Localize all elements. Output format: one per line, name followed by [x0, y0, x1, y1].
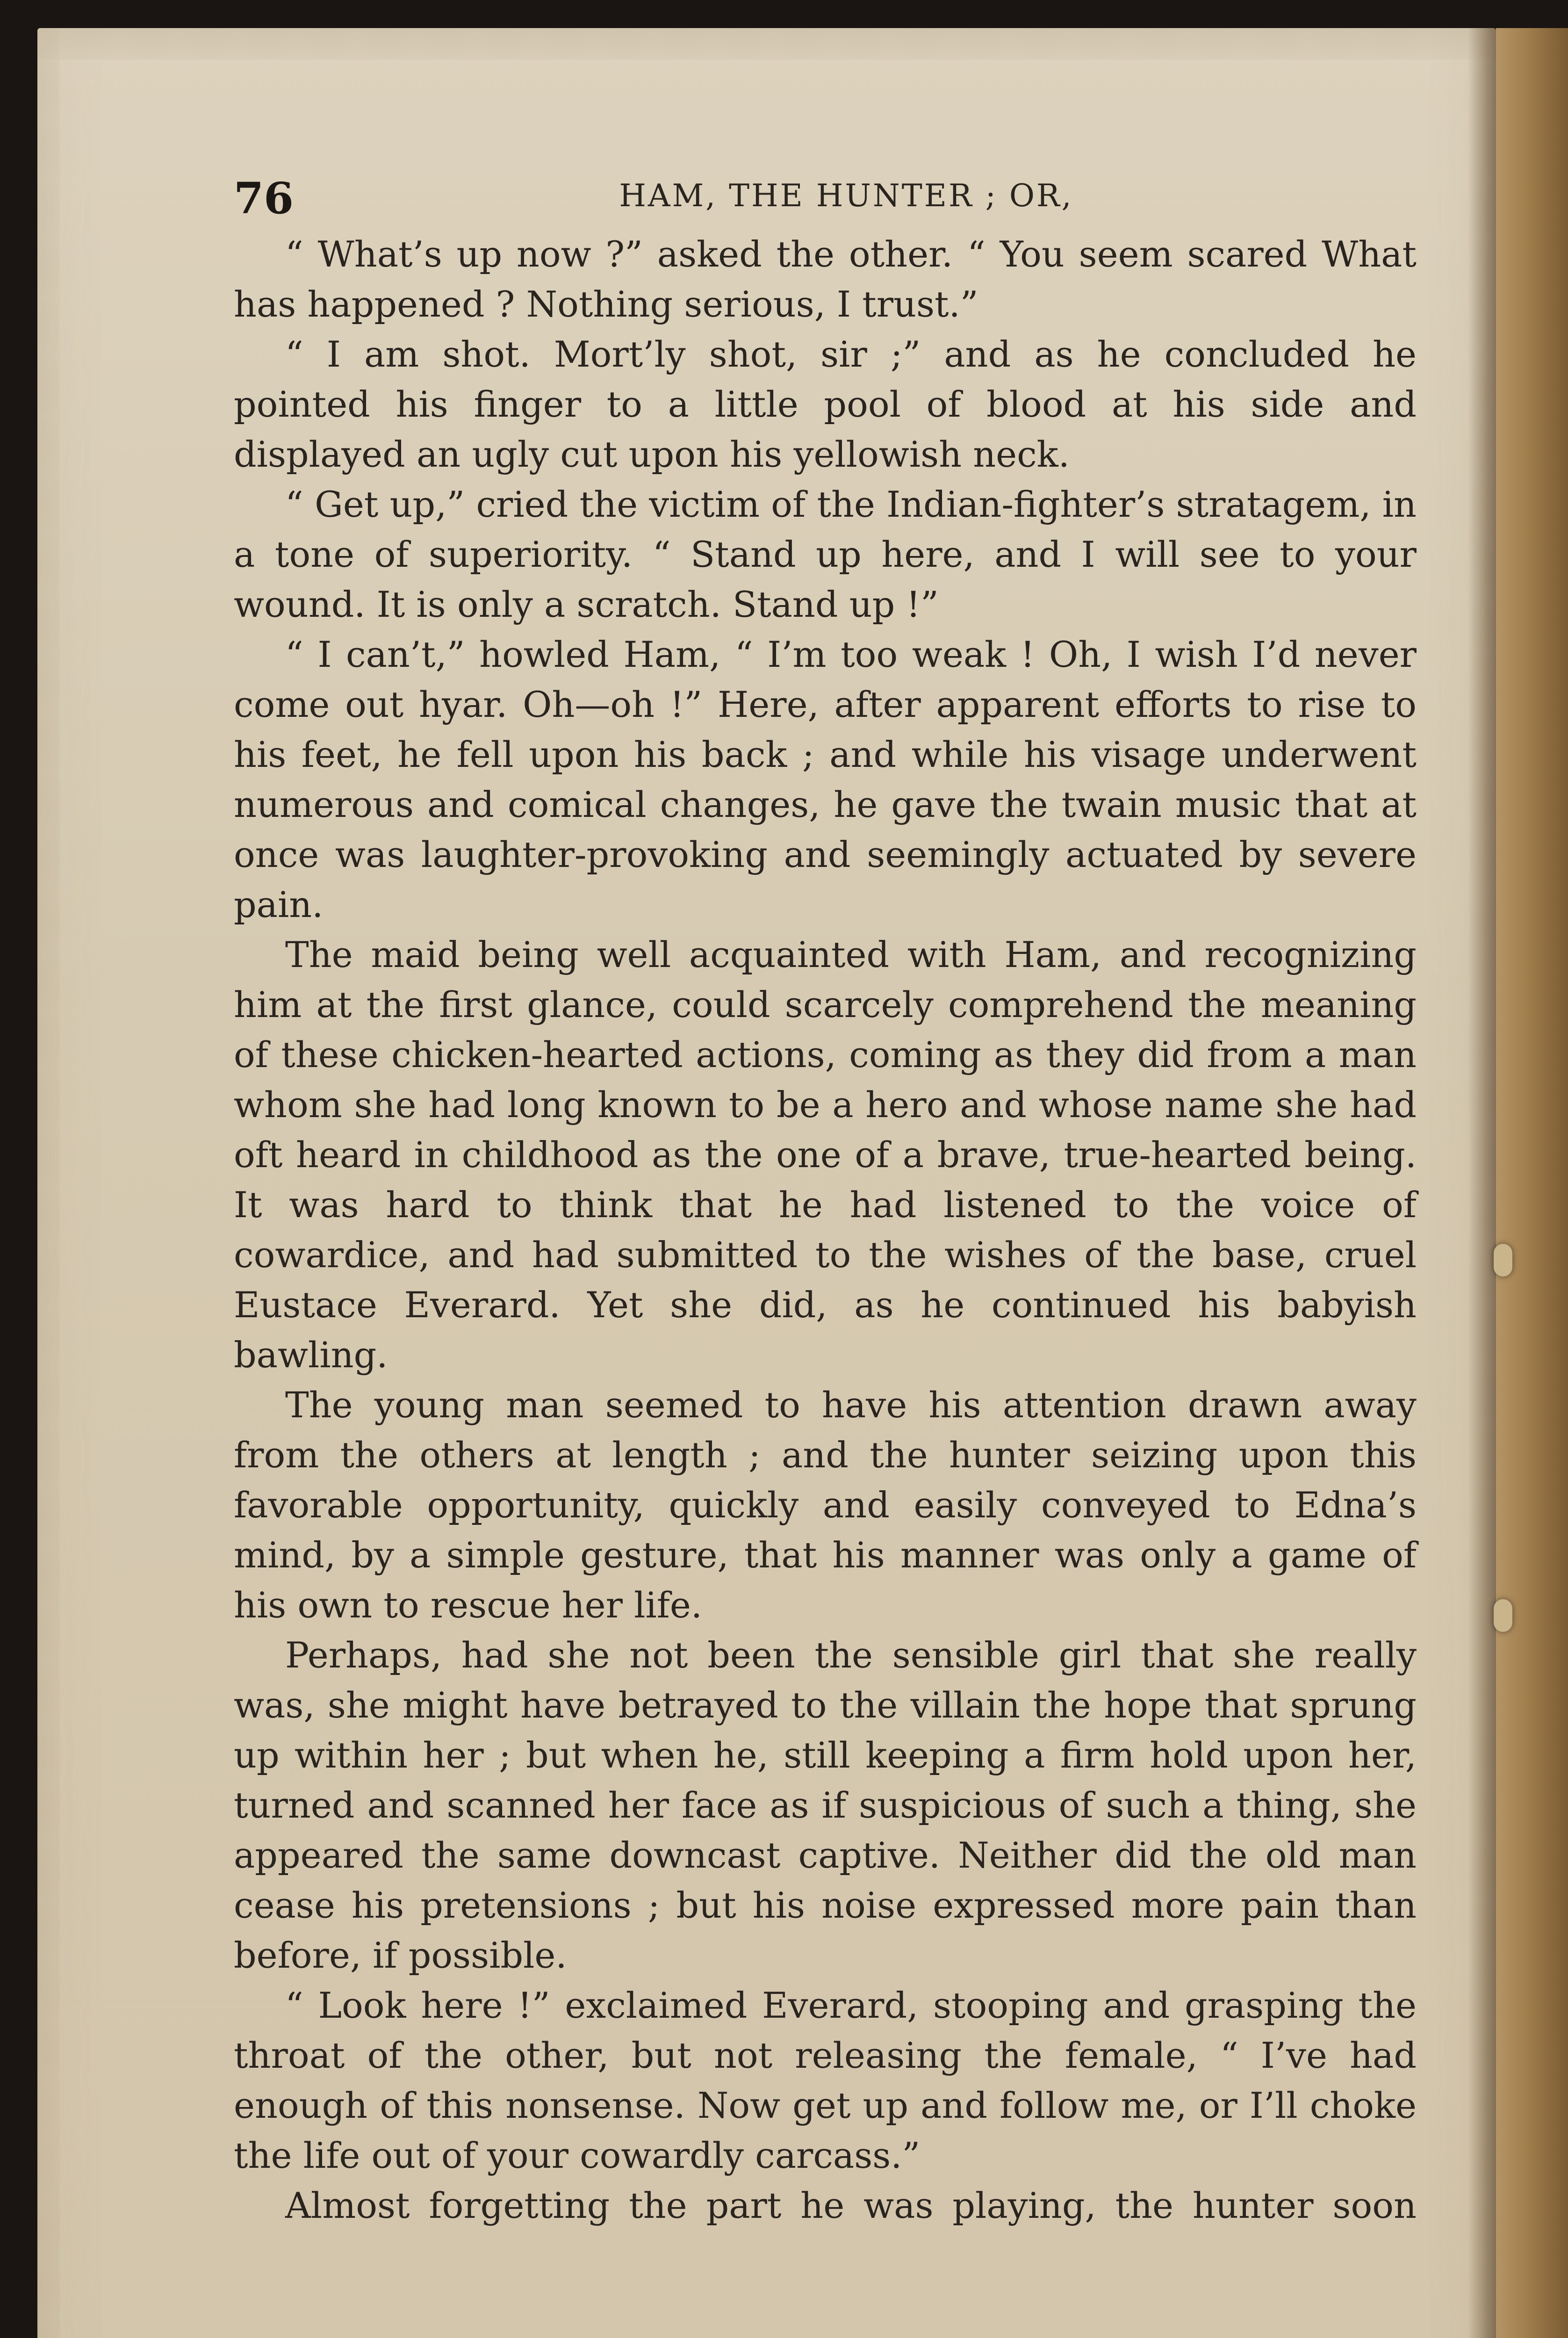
- paragraph: “ I can’t,” howled Ham, “ I’m too weak ! Oh, I wish I’d never come out hyar. Oh—oh !” Here, after apparent efforts to rise to his feet, he fell upon his back ; and while his visage underwent numerous and comical changes, he gave the twain music that at once was laughter-provoking and seemingly actuated by severe pain.: [234, 634, 1417, 925]
- paragraph: Almost forgetting the part he was playing, the hunter soon: [285, 2185, 1417, 2226]
- binding-staple-icon: [1494, 1599, 1512, 1632]
- binding-staple-icon: [1494, 1244, 1512, 1277]
- paragraph: Perhaps, had she not been the sensible girl that she really was, she might have betrayed to the villain the hope that sprung up within her ; but when he, still keeping a firm hold upon her, turned and scanned her face as if suspicious of such a thing, she appeared the same downcast captive. Neither did the old man cease his pretensions ; but his noise expressed more pain than before, if possible.: [234, 1634, 1417, 1976]
- paragraph: “ Get up,” cried the victim of the Indian-fighter’s stratagem, in a tone of superiority. “ Stand up here, and I will see to your wound. It is only a scratch. Stand up !”: [234, 483, 1417, 625]
- page-number: 76: [234, 173, 294, 224]
- paragraph: “ What’s up now ?” asked the other. “ You seem scared What has happened ? Nothing serious, I trust.”: [234, 233, 1417, 325]
- running-title: HAM, THE HUNTER ; OR,: [619, 178, 1073, 214]
- paragraph: “ Look here !” exclaimed Everard, stooping and grasping the throat of the other, but not releasing the female, “ I’ve had enough of this nonsense. Now get up and follow me, or I’ll choke the life out of your cowardly carcass.”: [234, 1984, 1417, 2176]
- page-header: [234, 164, 1459, 229]
- paragraph: “ I am shot. Mort’ly shot, sir ;” and as he concluded he pointed his finger to a little pool of blood at his side and displayed an ugly cut upon his yellowish neck.: [234, 333, 1417, 475]
- paragraph: The maid being well acquainted with Ham, and recognizing him at the first glance, could scarcely comprehend the meaning of these chicken-hearted actions, coming as they did from a man whom she had long known to be a hero and whose name she had oft heard in childhood as the one of a brave, true-hearted being. It was hard to think that he had listened to the voice of cowardice, and had submitted to the wishes of the base, cruel Eustace Everard. Yet she did, as he continued his babyish bawling.: [234, 934, 1417, 1376]
- page-spine-edge: [1496, 28, 1568, 2338]
- body-text: [234, 229, 1417, 2230]
- paragraph: The young man seemed to have his attention drawn away from the others at length ; and the hunter seizing upon this favorable opportunity, quickly and easily conveyed to Edna’s mind, by a simple gesture, that his manner was only a game of his own to rescue her life.: [234, 1384, 1417, 1626]
